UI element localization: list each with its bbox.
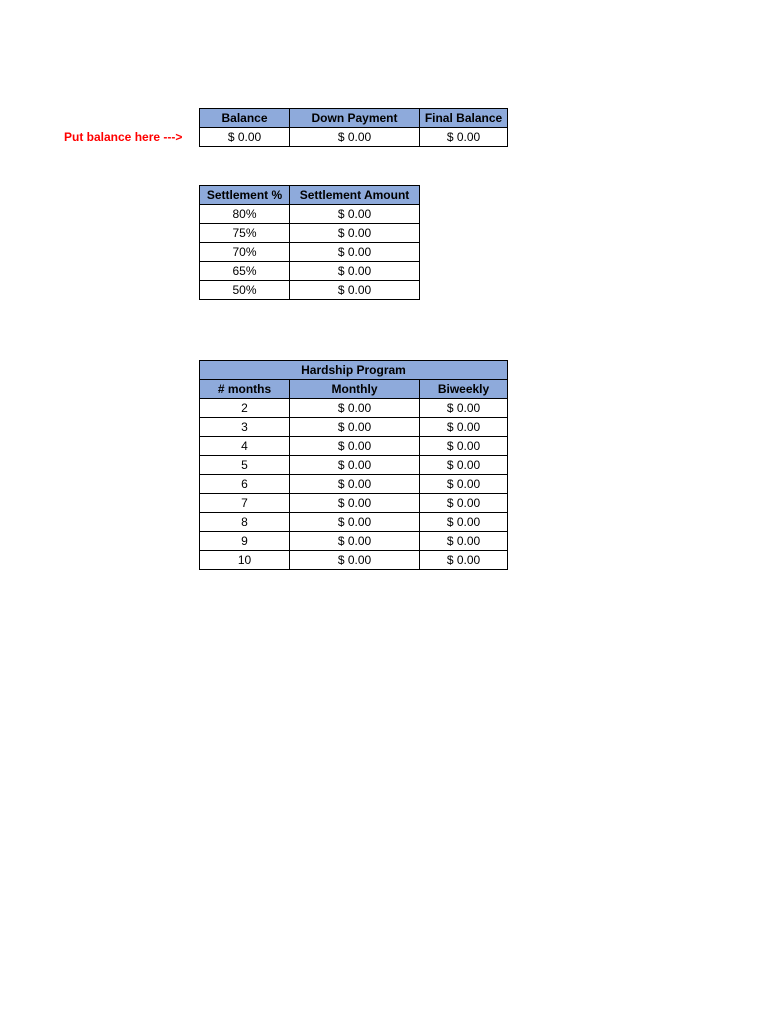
hardship-row <box>200 494 508 513</box>
settlement-amount-header[interactable]: Settlement Amount <box>290 186 420 205</box>
hardship-row <box>200 418 508 437</box>
monthly-cell[interactable]: $ 0.00 <box>290 494 420 513</box>
final-balance-cell[interactable]: $ 0.00 <box>420 128 508 147</box>
balance-input-cell[interactable]: $ 0.00 <box>200 128 290 147</box>
settlement-percent-cell[interactable]: 50% <box>200 281 290 300</box>
balance-header-row <box>200 109 508 128</box>
balance-header[interactable]: Balance <box>200 109 290 128</box>
biweekly-cell[interactable]: $ 0.00 <box>420 475 508 494</box>
biweekly-cell[interactable]: $ 0.00 <box>420 551 508 570</box>
months-cell[interactable]: 6 <box>200 475 290 494</box>
settlement-header-row <box>200 186 420 205</box>
settlement-row <box>200 281 420 300</box>
down-payment-cell[interactable]: $ 0.00 <box>290 128 420 147</box>
monthly-cell[interactable]: $ 0.00 <box>290 456 420 475</box>
put-balance-note: Put balance here ---> <box>64 130 183 144</box>
hardship-row <box>200 532 508 551</box>
months-cell[interactable]: 4 <box>200 437 290 456</box>
biweekly-cell[interactable]: $ 0.00 <box>420 418 508 437</box>
biweekly-cell[interactable]: $ 0.00 <box>420 437 508 456</box>
monthly-cell[interactable]: $ 0.00 <box>290 475 420 494</box>
monthly-cell[interactable]: $ 0.00 <box>290 399 420 418</box>
final-balance-header[interactable]: Final Balance <box>420 109 508 128</box>
hardship-row <box>200 475 508 494</box>
biweekly-header[interactable]: Biweekly <box>420 380 508 399</box>
hardship-row <box>200 456 508 475</box>
settlement-amount-cell[interactable]: $ 0.00 <box>290 224 420 243</box>
settlement-percent-cell[interactable]: 70% <box>200 243 290 262</box>
months-header[interactable]: # months <box>200 380 290 399</box>
settlement-amount-cell[interactable]: $ 0.00 <box>290 243 420 262</box>
settlement-percent-cell[interactable]: 75% <box>200 224 290 243</box>
hardship-title-row <box>200 361 508 380</box>
biweekly-cell[interactable]: $ 0.00 <box>420 513 508 532</box>
monthly-cell[interactable]: $ 0.00 <box>290 532 420 551</box>
settlement-amount-cell[interactable]: $ 0.00 <box>290 262 420 281</box>
settlement-row <box>200 205 420 224</box>
settlement-row <box>200 224 420 243</box>
months-cell[interactable]: 9 <box>200 532 290 551</box>
settlement-table <box>199 185 420 300</box>
settlement-row <box>200 262 420 281</box>
monthly-cell[interactable]: $ 0.00 <box>290 418 420 437</box>
hardship-row <box>200 437 508 456</box>
hardship-table <box>199 360 508 570</box>
biweekly-cell[interactable]: $ 0.00 <box>420 494 508 513</box>
hardship-header-row <box>200 380 508 399</box>
settlement-row <box>200 243 420 262</box>
settlement-amount-cell[interactable]: $ 0.00 <box>290 205 420 224</box>
months-cell[interactable]: 8 <box>200 513 290 532</box>
months-cell[interactable]: 5 <box>200 456 290 475</box>
settlement-percent-header[interactable]: Settlement % <box>200 186 290 205</box>
balance-value-row <box>200 128 508 147</box>
hardship-row <box>200 513 508 532</box>
hardship-title[interactable]: Hardship Program <box>200 361 508 380</box>
hardship-row <box>200 399 508 418</box>
settlement-percent-cell[interactable]: 80% <box>200 205 290 224</box>
settlement-amount-cell[interactable]: $ 0.00 <box>290 281 420 300</box>
months-cell[interactable]: 10 <box>200 551 290 570</box>
months-cell[interactable]: 7 <box>200 494 290 513</box>
monthly-header[interactable]: Monthly <box>290 380 420 399</box>
monthly-cell[interactable]: $ 0.00 <box>290 551 420 570</box>
biweekly-cell[interactable]: $ 0.00 <box>420 532 508 551</box>
settlement-percent-cell[interactable]: 65% <box>200 262 290 281</box>
biweekly-cell[interactable]: $ 0.00 <box>420 399 508 418</box>
biweekly-cell[interactable]: $ 0.00 <box>420 456 508 475</box>
months-cell[interactable]: 3 <box>200 418 290 437</box>
monthly-cell[interactable]: $ 0.00 <box>290 437 420 456</box>
down-payment-header[interactable]: Down Payment <box>290 109 420 128</box>
hardship-row <box>200 551 508 570</box>
monthly-cell[interactable]: $ 0.00 <box>290 513 420 532</box>
balance-table <box>199 108 508 147</box>
months-cell[interactable]: 2 <box>200 399 290 418</box>
